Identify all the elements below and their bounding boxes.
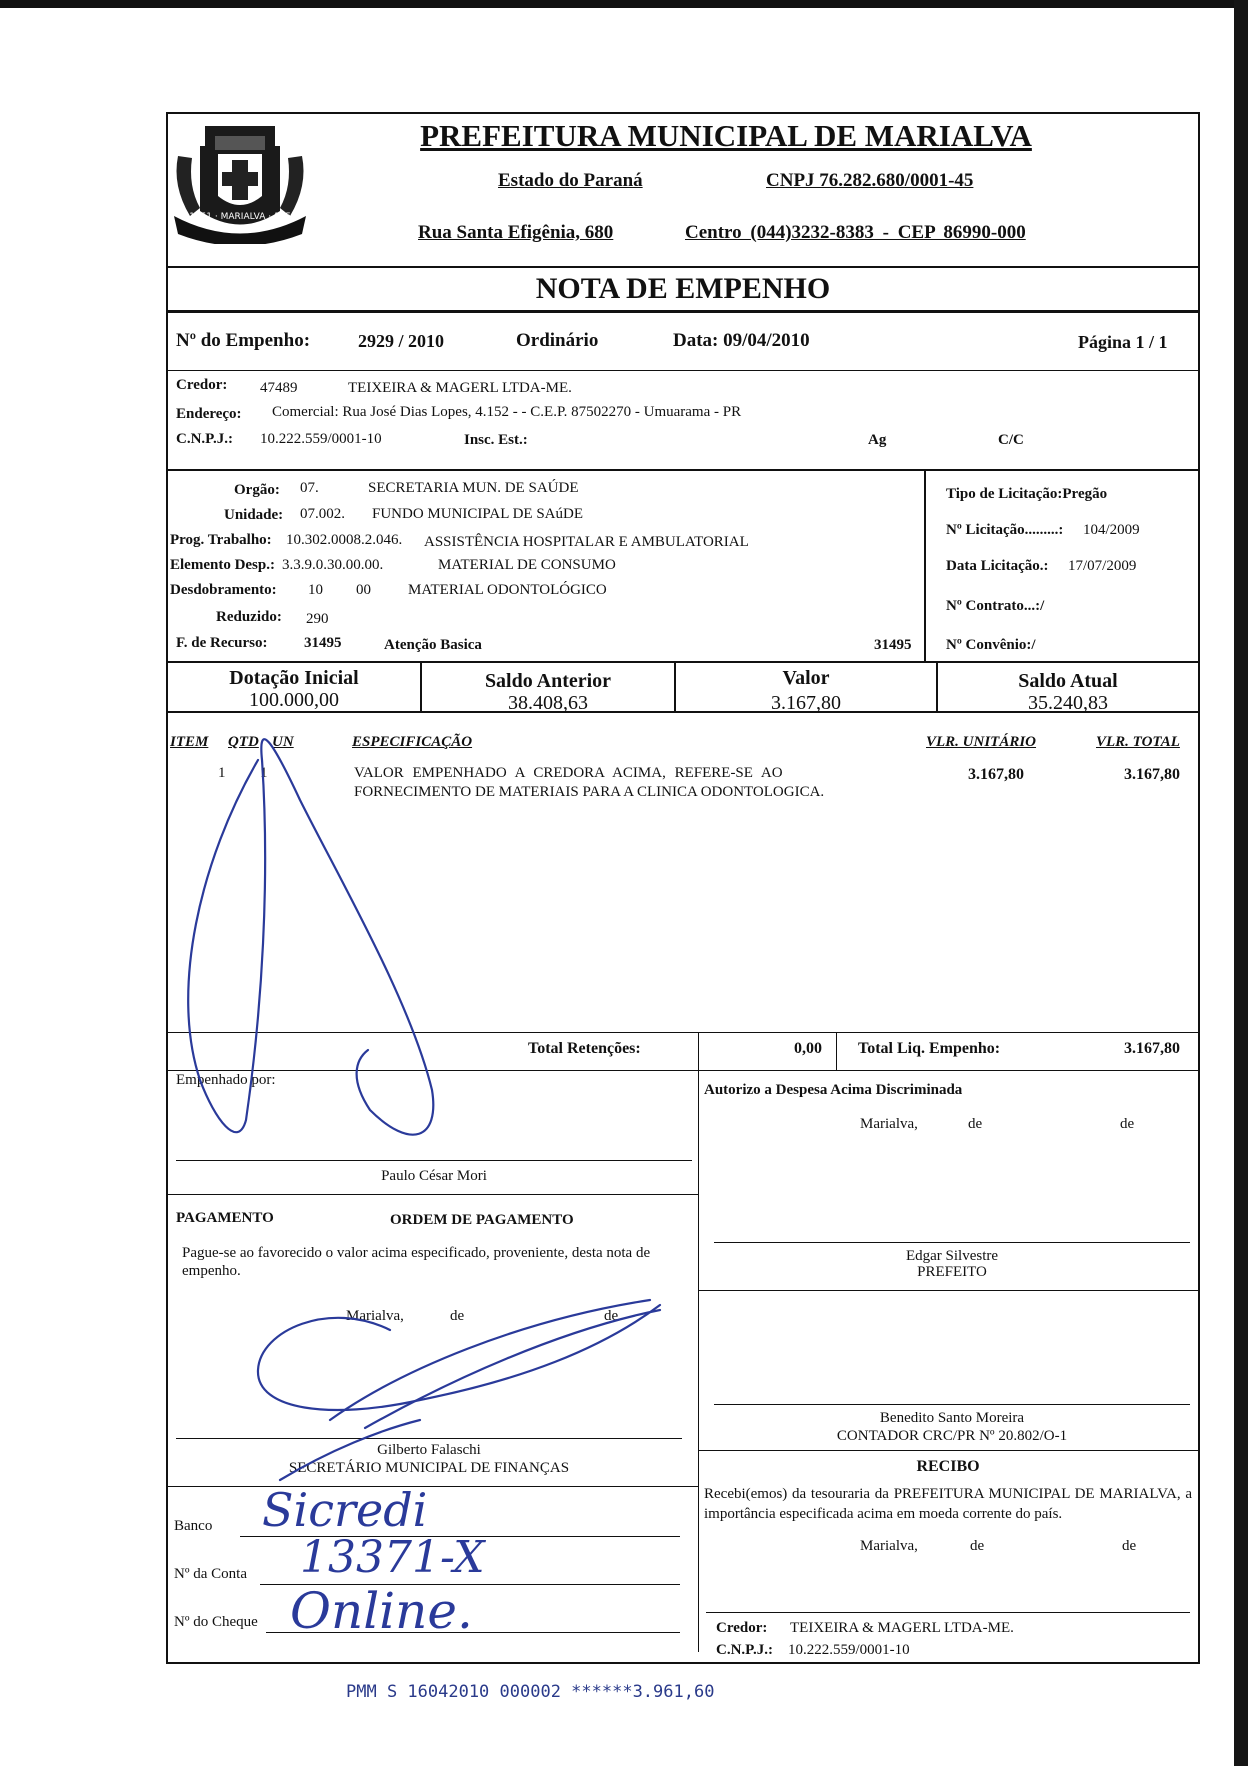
cnpj-label: C.N.P.J.:	[176, 431, 233, 447]
prefeito-name: Edgar Silvestre	[905, 1248, 999, 1264]
saldo-anterior-label: Saldo Anterior	[484, 670, 612, 692]
desdobramento-a: 10	[308, 582, 323, 598]
credor-label: Credor:	[176, 377, 228, 393]
header-title: PREFEITURA MUNICIPAL DE MARIALVA	[420, 118, 1032, 153]
recibo-de-2: de	[1122, 1538, 1137, 1554]
recibo-place: Marialva,	[860, 1538, 918, 1554]
autorizo-place: Marialva,	[860, 1116, 918, 1132]
pagamento-place: Marialva,	[346, 1308, 404, 1324]
pagamento-text: Pague-se ao favorecido o valor acima especificado, proveniente, desta nota de empenho.	[182, 1245, 651, 1279]
elemento-name: MATERIAL DE CONSUMO	[438, 557, 616, 573]
header-state: Estado do Paraná	[498, 170, 643, 191]
saldo-atual-label: Saldo Atual	[1018, 670, 1118, 692]
reduzido-value: 290	[306, 611, 329, 627]
empenhado-por-name: Paulo César Mori	[381, 1168, 487, 1184]
header-street: Rua Santa Efigênia, 680	[418, 222, 614, 243]
total-liquido-label: Total Liq. Empenho:	[858, 1040, 1001, 1057]
credor-code: 47489	[260, 380, 298, 396]
total-retencoes-value: 0,00	[794, 1040, 822, 1057]
insc-est-label: Insc. Est.:	[464, 432, 528, 448]
saldo-anterior-value: 38.408,63	[508, 692, 588, 714]
unidade-label: Unidade:	[224, 507, 284, 523]
autorizo-de-1: de	[968, 1116, 983, 1132]
conta-label: Nº da Conta	[174, 1566, 247, 1582]
col-vlr-total: VLR. TOTAL	[1096, 734, 1180, 750]
col-un: UN	[272, 734, 294, 750]
banco-label: Banco	[174, 1518, 213, 1534]
elemento-label: Elemento Desp.:	[170, 557, 275, 573]
data-licitacao: 17/07/2009	[1068, 558, 1137, 574]
numero-licitacao: 104/2009	[1083, 522, 1140, 538]
empenho-type: Ordinário	[516, 330, 599, 351]
contador-name: Benedito Santo Moreira	[879, 1410, 1025, 1426]
orgao-label: Orgão:	[234, 482, 280, 498]
cnpj-value: 10.222.559/0001-10	[260, 431, 382, 447]
dotacao-label: Dotação Inicial	[229, 667, 359, 689]
col-especificacao: ESPECIFICAÇÃO	[352, 734, 473, 750]
handwritten-banco: Sicredi	[262, 1483, 428, 1537]
col-vlr-unitario: VLR. UNITÁRIO	[926, 734, 1037, 750]
col-qtd: QTD	[228, 734, 259, 750]
unidade-name: FUNDO MUNICIPAL DE SAúDE	[372, 506, 583, 522]
footer-stamp: PMM S 16042010 000002 ******3.961,60	[346, 1682, 715, 1702]
dotacao-value: 100.000,00	[249, 689, 339, 711]
recibo-credor-label: Credor:	[716, 1620, 768, 1636]
unidade-code: 07.002.	[300, 506, 345, 522]
numero-licitacao-label: Nº Licitação.........:	[946, 522, 1064, 538]
prog-trabalho-code: 10.302.0008.2.046.	[286, 532, 403, 548]
pagamento-label: PAGAMENTO	[176, 1210, 274, 1226]
empenho-date: Data: 09/04/2010	[673, 330, 810, 351]
item-vlr-total: 3.167,80	[1124, 766, 1180, 783]
secretario-role: SECRETÁRIO MUNICIPAL DE FINANÇAS	[288, 1460, 570, 1476]
nota-de-empenho-form	[166, 112, 1200, 1664]
endereco-value: Comercial: Rua José Dias Lopes, 4.152 - - C.E.P. 87502270 - Umuarama - PR	[272, 404, 742, 420]
handwritten-conta: 13371-X	[300, 1532, 485, 1583]
recurso-code-right: 31495	[874, 637, 912, 653]
secretario-name: Gilberto Falaschi	[377, 1442, 481, 1458]
saldo-atual-value: 35.240,83	[1028, 692, 1108, 714]
recibo-cnpj-label: C.N.P.J.:	[716, 1642, 773, 1658]
cheque-label: Nº do Cheque	[174, 1614, 258, 1630]
data-licitacao-label: Data Licitação.:	[946, 558, 1049, 574]
item-spec-line-2: FORNECIMENTO DE MATERIAIS PARA A CLINICA ODONTOLOGICA.	[354, 784, 825, 800]
credor-name: TEIXEIRA & MAGERL LTDA-ME.	[348, 380, 572, 396]
pagamento-de-2: de	[604, 1308, 619, 1324]
autorizo-de-2: de	[1120, 1116, 1135, 1132]
numero-contrato: Nº Contrato...:/	[946, 598, 1045, 614]
prefeito-role: PREFEITO	[917, 1264, 987, 1280]
valor-value: 3.167,80	[771, 692, 841, 714]
recurso-name: Atenção Basica	[384, 637, 482, 653]
pagamento-de-1: de	[450, 1308, 465, 1324]
desdobramento-b: 00	[356, 582, 371, 598]
header-address: Centro (044)3232-8383 - CEP 86990-000	[685, 222, 1026, 243]
total-liquido-value: 3.167,80	[1124, 1040, 1180, 1057]
contador-role: CONTADOR CRC/PR Nº 20.802/O-1	[836, 1428, 1068, 1444]
empenhado-por-label: Empenhado por:	[176, 1072, 276, 1088]
item-qtd: 1	[260, 765, 268, 781]
numero-convenio: Nº Convênio:/	[946, 637, 1036, 653]
agencia-label: Ag	[868, 432, 887, 448]
conta-corrente-label: C/C	[998, 432, 1024, 448]
recibo-de-1: de	[970, 1538, 985, 1554]
empenho-number: 2929 / 2010	[358, 331, 445, 351]
endereco-label: Endereço:	[176, 406, 242, 422]
recibo-credor-name: TEIXEIRA & MAGERL LTDA-ME.	[790, 1620, 1014, 1636]
tipo-licitacao: Tipo de Licitação:Pregão	[946, 486, 1108, 502]
total-retencoes-label: Total Retenções:	[528, 1040, 641, 1057]
orgao-name: SECRETARIA MUN. DE SAÚDE	[368, 480, 579, 496]
elemento-code: 3.3.9.0.30.00.00.	[282, 557, 384, 573]
item-spec-line-1: VALOR EMPENHADO A CREDORA ACIMA, REFERE-SE AO	[354, 765, 783, 781]
prog-trabalho-name: ASSISTÊNCIA HOSPITALAR E AMBULATORIAL	[424, 534, 749, 550]
page-number: Página 1 / 1	[1078, 332, 1168, 352]
item-number: 1	[218, 765, 226, 781]
crest-ribbon-text: 1951 · MARIALVA · 1953	[189, 212, 297, 222]
desdobramento-name: MATERIAL ODONTOLÓGICO	[408, 582, 607, 598]
prog-trabalho-label: Prog. Trabalho:	[170, 532, 272, 548]
item-vlr-unitario: 3.167,80	[968, 766, 1024, 783]
recurso-label: F. de Recurso:	[176, 635, 268, 651]
ordem-pagamento-title: ORDEM DE PAGAMENTO	[390, 1212, 574, 1228]
desdobramento-label: Desdobramento:	[170, 582, 277, 598]
scan-edge-right	[1234, 0, 1248, 1766]
header-cnpj: CNPJ 76.282.680/0001-45	[766, 170, 974, 191]
empenho-number-label: Nº do Empenho:	[176, 330, 311, 351]
document-title: NOTA DE EMPENHO	[535, 272, 831, 305]
autorizo-title: Autorizo a Despesa Acima Discriminada	[704, 1082, 963, 1098]
handwritten-cheque: Online.	[290, 1582, 473, 1640]
recibo-cnpj: 10.222.559/0001-10	[788, 1642, 910, 1658]
recurso-code: 31495	[304, 635, 342, 651]
reduzido-label: Reduzido:	[216, 609, 282, 625]
orgao-code: 07.	[300, 480, 319, 496]
scan-edge-top	[0, 0, 1248, 8]
recibo-text: Recebi(emos) da tesouraria da PREFEITURA MUNICIPAL DE MARIALVA, a importância especificada acima em moeda corrente do país.	[704, 1486, 1192, 1522]
recibo-title: RECIBO	[916, 1458, 980, 1475]
col-item: ITEM	[170, 734, 209, 750]
valor-label: Valor	[782, 667, 830, 689]
